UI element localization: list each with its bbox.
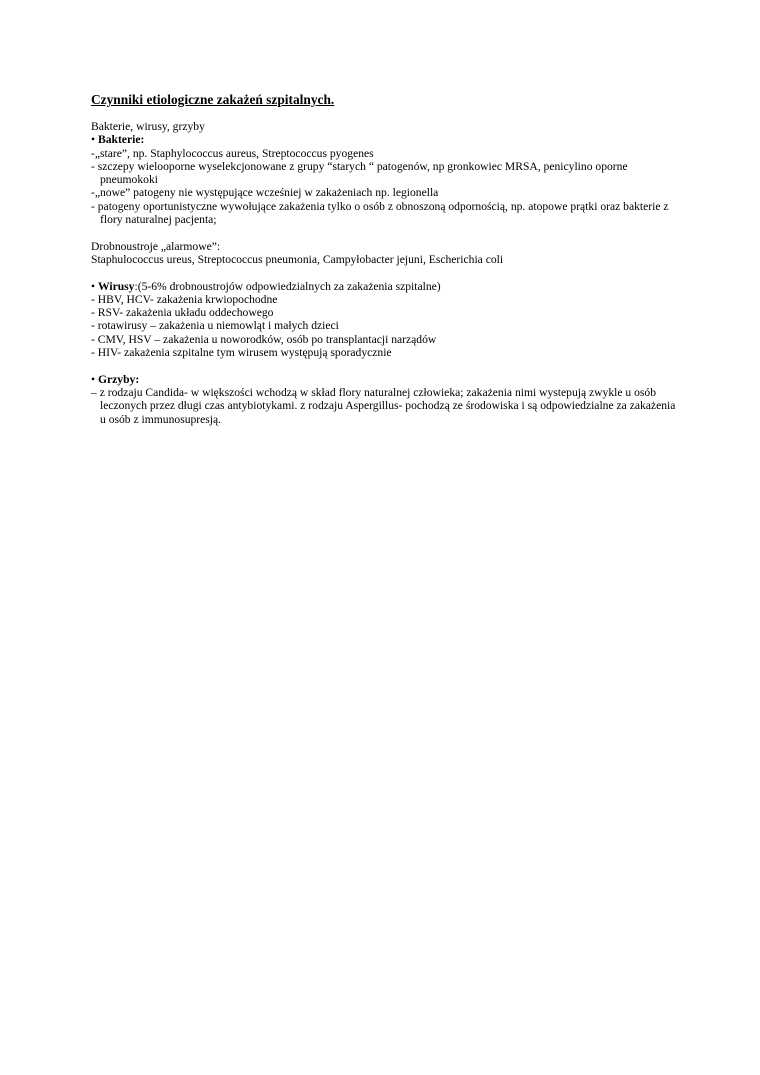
bacteria-line: -„stare”, np. Staphylococcus aureus, Streptococcus pyogenes [91,146,374,160]
fungi-line: – z rodzaju Candida- w większości wchodzą w skład flory naturalnej człowieka; zakażenia nimi wystepują zwykle u osób [91,385,657,399]
intro-line: Bakterie, wirusy, grzyby [91,120,205,133]
bullet-icon: • [91,279,98,293]
spacer [91,226,691,239]
bullet-icon: • [91,133,98,147]
bacteria-line: -„nowe” patogeny nie występujące wcześniej w zakażeniach np. legionella [91,186,439,200]
fungi-line: leczonych przez długi czas antybiotykami. z rodzaju Aspergillus- pochodzą ze środowiska i są odpowiedzialne za zakażenia [100,399,676,413]
viruses-line: - rotawirusy – zakażenia u niemowląt i małych dzieci [91,319,339,333]
alarm-list: Staphulococcus ureus, Streptococcus pneumonia, Campyłobacter jejuni, Escherichia coli [91,252,504,266]
bacteria-line: - patogeny oportunistyczne wywołujące zakażenia tylko o osób z obnoszoną odpornością, np. atopowe prątki oraz bakterie z [91,199,669,213]
fungi-heading-label: Grzyby: [97,372,140,386]
alarm-heading: Drobnoustroje „alarmowe”: [91,239,221,253]
bacteria-heading [91,133,691,146]
viruses-heading [91,280,691,293]
spacer [91,359,691,372]
document-title: Czynniki etiologiczne zakażeń szpitalnych. [91,92,335,107]
bacteria-line: pneumokoki [100,173,158,187]
bullet-icon: • [91,372,98,386]
bacteria-line: - szczepy wielooporne wyselekcjonowane z grupy “starych “ patogenów, np gronkowiec MRSA, penicylino oporne [91,159,628,173]
fungi-line: u osób z immunosupresją. [100,412,222,426]
fungi-heading [91,373,691,386]
viruses-line: - RSV- zakażenia układu oddechowego [91,306,274,320]
spacer [91,266,691,279]
bacteria-heading-label: Bakterie: [97,133,145,147]
document-page [91,92,691,426]
viruses-line: - CMV, HSV – zakażenia u noworodków, osób po transplantacji narządów [91,332,437,346]
bacteria-line: flory naturalnej pacjenta; [100,213,217,227]
viruses-line: - HBV, HCV- zakażenia krwiopochodne [91,292,278,306]
viruses-line: - HIV- zakażenia szpitalne tym wirusem występują sporadycznie [91,346,392,360]
viruses-heading-note: :(5-6% drobnoustrojów odpowiedzialnych za zakażenia szpitalne) [134,279,441,293]
viruses-heading-label: Wirusy [97,279,135,293]
